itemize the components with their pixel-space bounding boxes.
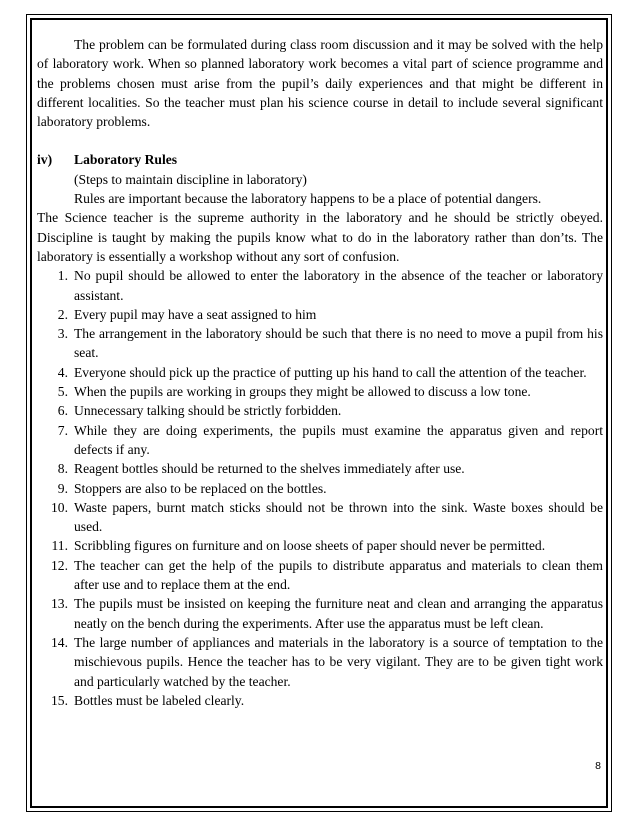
section-number: iv) bbox=[37, 152, 53, 168]
list-item-number: 6. bbox=[57, 403, 68, 419]
rules-list bbox=[37, 266, 603, 710]
list-item-text: Every pupil may have a seat assigned to him bbox=[74, 306, 317, 322]
section-heading bbox=[37, 150, 603, 169]
list-item bbox=[37, 266, 603, 305]
list-item-number: 9. bbox=[57, 480, 68, 496]
list-item-text: Unnecessary talking should be strictly forbidden. bbox=[74, 403, 342, 419]
list-item bbox=[37, 536, 603, 555]
list-item-number: 5. bbox=[57, 384, 68, 400]
list-item-text: While they are doing experiments, the pupils must examine the apparatus given and report defects if any. bbox=[74, 422, 603, 457]
list-item-number: 8. bbox=[57, 461, 68, 477]
document-body bbox=[37, 35, 603, 710]
list-item-number: 4. bbox=[57, 364, 68, 380]
list-item-text: Stoppers are also to be replaced on the bottles. bbox=[74, 480, 327, 496]
list-item-text: Reagent bottles should be returned to the shelves immediately after use. bbox=[74, 461, 465, 477]
list-item-text: No pupil should be allowed to enter the laboratory in the absence of the teacher or laboratory assistant. bbox=[74, 268, 603, 303]
list-item-text: When the pupils are working in groups they might be allowed to discuss a low tone. bbox=[74, 384, 531, 400]
list-item-number: 10. bbox=[51, 499, 68, 515]
list-item bbox=[37, 421, 603, 460]
list-item bbox=[37, 305, 603, 324]
page-number: 8 bbox=[595, 760, 601, 772]
list-item-text: The arrangement in the laboratory should be such that there is no need to move a pupil from his seat. bbox=[74, 326, 603, 361]
list-item-number: 13. bbox=[51, 596, 68, 612]
intro-paragraph: The problem can be formulated during class room discussion and it may be solved with the help of laboratory work. When so planned laboratory work becomes a vital part of science programme and the problems chosen must arise from the pupil’s daily experiences and that might be different in different localities. So the teacher must plan his science course in detail to include several significant laboratory problems. bbox=[37, 37, 603, 130]
list-item bbox=[37, 363, 603, 382]
list-item-number: 12. bbox=[51, 557, 68, 573]
list-item-text: Waste papers, burnt match sticks should not be thrown into the sink. Waste boxes should be used. bbox=[74, 499, 603, 535]
section-subtitle: (Steps to maintain discipline in laboratory) bbox=[74, 171, 307, 187]
section-lead-line: Rules are important because the laboratory happens to be a place of potential dangers. bbox=[74, 191, 542, 207]
list-item-text: The teacher can get the help of the pupils to distribute apparatus and materials to clean them after use and to replace them at the end. bbox=[74, 557, 603, 593]
list-item-number: 3. bbox=[57, 326, 68, 342]
section-body: The Science teacher is the supreme authority in the laboratory and he should be strictly obeyed. Discipline is taught by making the pupils know what to do in the laboratory rather than don’ts. The laboratory is essentially a workshop without any sort of confusion. bbox=[37, 210, 603, 264]
list-item-text: Everyone should pick up the practice of putting up his hand to call the attention of the teacher. bbox=[74, 364, 587, 380]
section-title: Laboratory Rules bbox=[74, 152, 178, 168]
list-item-text: Bottles must be labeled clearly. bbox=[74, 692, 245, 708]
list-item-text: The pupils must be insisted on keeping the furniture neat and clean and arranging the apparatus neatly on the bench during the experiments. After use the apparatus must be left clean. bbox=[74, 596, 603, 631]
list-item bbox=[37, 594, 603, 633]
list-item bbox=[37, 691, 603, 710]
list-item bbox=[37, 479, 603, 498]
list-item bbox=[37, 324, 603, 363]
list-item bbox=[37, 401, 603, 420]
list-item-number: 11. bbox=[51, 538, 68, 554]
list-item-number: 14. bbox=[51, 634, 68, 650]
list-item-text: Scribbling figures on furniture and on loose sheets of paper should never be permitted. bbox=[74, 538, 546, 554]
list-item bbox=[37, 556, 603, 595]
list-item bbox=[37, 633, 603, 691]
list-item-number: 1. bbox=[57, 268, 68, 284]
list-item-number: 15. bbox=[51, 692, 68, 708]
list-item-text: The large number of appliances and materials in the laboratory is a source of temptation to the mischievous pupils. Hence the teacher has to be very vigilant. They are to be given tight work and particularly watched by the teacher. bbox=[74, 634, 603, 689]
list-item-number: 2. bbox=[57, 306, 68, 322]
list-item bbox=[37, 498, 603, 537]
list-item-number: 7. bbox=[57, 422, 68, 438]
list-item bbox=[37, 382, 603, 401]
list-item bbox=[37, 459, 603, 478]
